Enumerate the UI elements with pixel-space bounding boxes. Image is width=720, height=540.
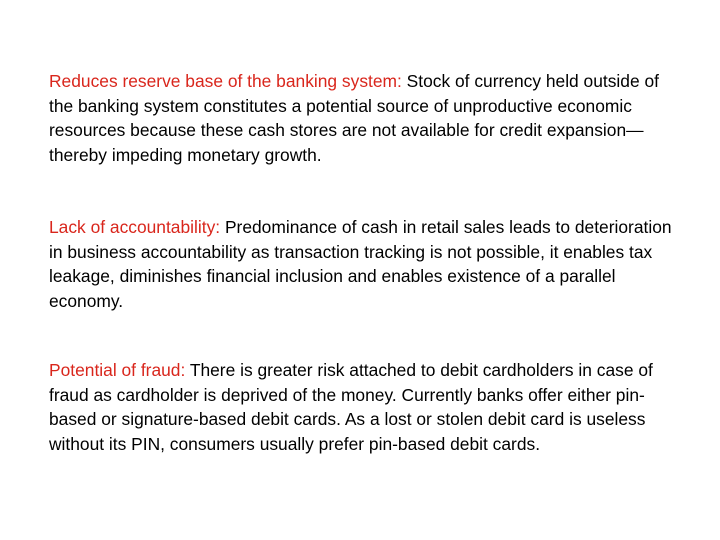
paragraph-text: Stock of currency held outside of the banking system constitutes a potential source of unproductive economic resources because these cash stores are not available for credit expansion— thereby impeding monetary growth.	[49, 71, 659, 165]
paragraph-accountability	[49, 215, 679, 313]
paragraph-fraud	[49, 358, 679, 456]
paragraph-term: Reduces reserve base of the banking system:	[49, 71, 402, 91]
paragraph-term: Lack of accountability:	[49, 217, 221, 237]
paragraph-term: Potential of fraud:	[49, 360, 186, 380]
paragraph-text: There is greater risk attached to debit cardholders in case of fraud as cardholder is deprived of the money. Currently banks offer either pin-based or signature-based debit cards. As a lost or stolen debit card is useless without its PIN, consumers usually prefer pin-based debit cards.	[49, 360, 653, 454]
paragraph-text: Predominance of cash in retail sales leads to deterioration in business accountability as transaction tracking is not possible, it enables tax leakage, diminishes financial inclusion and enables existence of a parallel economy.	[49, 217, 672, 311]
paragraph-reserve-base	[49, 69, 679, 167]
